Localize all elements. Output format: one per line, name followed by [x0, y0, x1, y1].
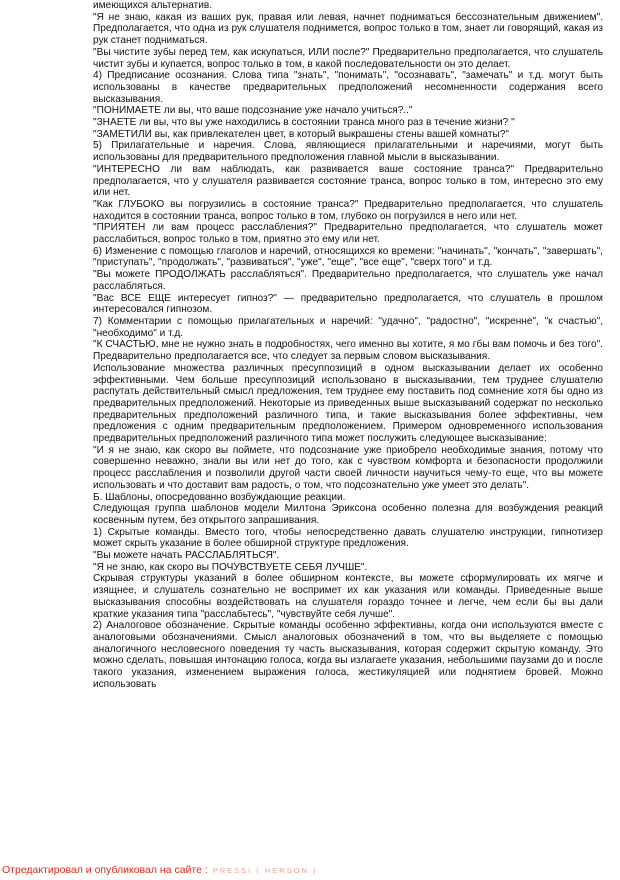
- paragraph: 4) Предписание осознания. Слова типа "знать", "понимать", "осознавать", "замечать" и т.д. могут быть использованы в качестве предварительных предположений несомненности содержания всего высказывания.: [93, 70, 603, 105]
- paragraph: "ПРИЯТЕН ли вам процесс расслабления?" Предварительно предполагается, что слушатель может расслабиться, вопрос только в том, приятно это ему или нет.: [93, 222, 603, 246]
- paragraph: "Вы чистите зубы перед тем, как искупаться, ИЛИ после?" Предварительно предполагается, что слушатель чистит зубы и купается, вопрос только в том, в какой последовательности он это делает.: [93, 46, 603, 70]
- paragraph: имеющихся альтернатив.: [93, 0, 213, 11]
- paragraph: "Как ГЛУБОКО вы погрузились в состояние транса?" Предварительно предполагается, что слушатель находится в состоянии транса, вопрос только в том, глубоко он погрузился в него или нет.: [93, 198, 603, 222]
- paragraph: "Вы можете ПРОДОЛЖАТЬ расслабляться". Предварительно предполагается, что слушатель уже начал расслабляться.: [93, 269, 603, 292]
- paragraph: "И я не знаю, как скоро вы поймете, что подсознание уже приобрело необходимые знания, потому что совершенно неважно, знали вы или нет до того, как с чувством комфорта и безопасности продолжили процесс расслабления и позволили другой части своей личности научиться чему-то еще, что вы можете использовать и что доставит вам радость, о том, что подсознательно уже умеет это делать".: [93, 444, 603, 491]
- paragraph: 7) Комментарии с помощью прилагательных и наречий: "удачно", "радостно", "искренне", "к счастью", "необходимо" и т.д.: [93, 315, 603, 339]
- paragraph: 1) Скрытые команды. Вместо того, чтобы непосредственно давать слушателю инструкции, гипнотизер может скрыть указание в более обширной структуре предложения.: [93, 526, 603, 550]
- paragraph: "Вас ВСЕ ЕЩЕ интересует гипноз?" — предварительно предполагается, что слушатель в прошлом интересовался гипнозом.: [93, 292, 603, 316]
- paragraph: 5) Прилагательные и наречия. Слова, являющиеся прилагательными и наречиями, могут быть использованы для предварительного предположения главной мысли в высказывании.: [93, 140, 603, 164]
- paragraph: 6) Изменение с помощью глаголов и наречий, относящихся ко времени: "начинать", "кончать", "завершать", "приступать", "продолжать", "развиваться", "уже", "еще", "все еще", "сверх того" и т.д.: [93, 245, 603, 269]
- paragraph: "ЗАМЕТИЛИ вы, как привлекателен цвет, в который выкрашены стены вашей комнаты?": [93, 128, 509, 140]
- footer-text: Отредактировал и опубликовал на сайте: [2, 864, 202, 876]
- paragraph: Использование множества различных пресуппозиций в одном высказывании делает их особенно эффективными. Чем больше пресуппозиций использовано в высказывании, тем труднее слушателю распутать действительный смысл предложения, тем труднее ему поставить под сомнение хотя бы одно из предварительных предположений. Некоторые из приведенных выше высказываний содержат по несколько предварительных предположений различного типа, и такие высказывания более эффективны, чем предложения с одним предварительным предположением. Примером одновременного использования предварительных предположений различного типа может послужить следующее высказывание:: [93, 362, 603, 445]
- paragraph: "К СЧАСТЬЮ, мне не нужно знать в подробностях, чего именно вы хотите, я мо гбы вам помочь и без того". Предварительно предполагается все, что следует за первым словом высказывания.: [93, 339, 603, 363]
- paragraph: "Вы можете начать РАССЛАБЛЯТЬСЯ".: [93, 550, 280, 562]
- site-link[interactable]: PRESSI ( HERSON ): [212, 866, 318, 875]
- paragraph: "Я не знаю, какая из ваших рук, правая или левая, начнет подниматься бессознательным движением". Предполагается, что одна из рук слушателя поднимется, вопрос только в том, знает ли говорящий, какая из рук станет подниматься.: [93, 11, 603, 47]
- paragraph: "ИНТЕРЕСНО ли вам наблюдать, как развивается ваше состояние транса?" Предварительно предполагается, что у слушателя развивается состояние транса, вопрос только в том, интересно это ему или нет.: [93, 163, 603, 199]
- paragraph: Б. Шаблоны, опосредованно возбуждающие реакции.: [93, 491, 346, 503]
- footer-separator: :: [201, 864, 211, 876]
- paragraph: Следующая группа шаблонов модели Милтона Эриксона особенно полезна для возбуждения реакций косвенным путем, без открытого запрашивания.: [93, 503, 603, 526]
- paragraph: Скрывая структуры указаний в более обширном контексте, вы можете сформулировать их мягче и изящнее, и слушатель сознательно не воспримет их как указания или команды. Приведенные выше высказывания способны воздействовать на слушателя гораздо точнее и легче, чем если бы вы дали краткие указания типа "расслабьтесь", "чувствуйте себя лучше".: [93, 573, 603, 620]
- paragraph: "ПОНИМАЕТЕ ли вы, что ваше подсознание уже начало учиться?..": [93, 105, 413, 117]
- document-body: [93, 0, 603, 690]
- footer-credit: [2, 864, 318, 876]
- paragraph: "Я не знаю, как скоро вы ПОЧУВСТВУЕТЕ СЕБЯ ЛУЧШЕ".: [93, 561, 368, 573]
- paragraph: 2) Аналоговое обозначение. Скрытые команды особенно эффективны, когда они используются вместе с аналоговыми обозначениями. Смысл аналоговых обозначений в том, что вы выделяете с помощью аналогичного несловесного поведения ту часть высказывания, которая содержит скрытую команду. Это можно сделать, повышая интонацию голоса, когда вы излагаете указания, небольшими паузами до и после такого указания, изменением выражения голоса, жестикуляцией или поднятием бровей. Можно использовать: [93, 620, 603, 690]
- paragraph: "ЗНАЕТЕ ли вы, что вы уже находились в состоянии транса много раз в течение жизни? ": [93, 117, 515, 129]
